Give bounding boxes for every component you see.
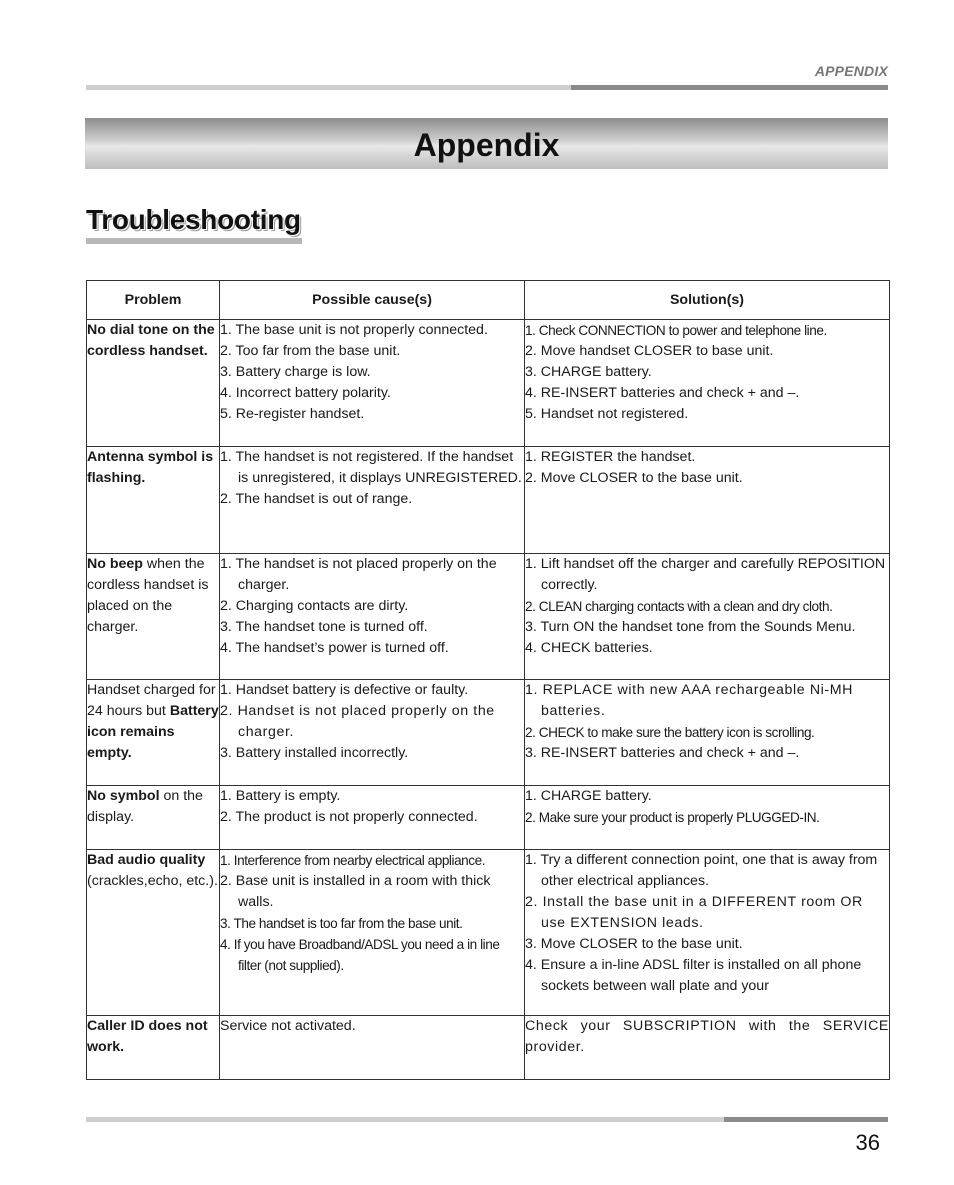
- problem-cell: [87, 680, 220, 786]
- solution-item: 2. Install the base unit in a DIFFERENT room OR use EXTENSION leads.: [525, 894, 863, 931]
- causes-cell: [220, 320, 525, 447]
- problem-cell: [87, 554, 220, 680]
- solution-item: 4. RE-INSERT batteries and check + and –.: [525, 385, 800, 401]
- solution-item: Check your SUBSCRIPTION with the SERVICE provider.: [525, 1018, 889, 1055]
- cause-item: 5. Re-register handset.: [220, 406, 365, 422]
- solution-item: 3. Move CLOSER to the base unit.: [525, 936, 743, 952]
- solutions-cell: [525, 786, 890, 850]
- cause-item: 2. Handset is not placed properly on the charger.: [220, 703, 495, 740]
- problem-description: when the cordless handset is placed on the charger.: [87, 556, 209, 635]
- solution-item: 1. Try a different connection point, one that is away from other electrical appliances.: [525, 852, 878, 889]
- problem-cell: [87, 786, 220, 850]
- table-row: [87, 850, 890, 1016]
- section-title: Troubleshooting: [86, 204, 301, 235]
- bottom-rule: [86, 1117, 888, 1122]
- causes-cell: [220, 447, 525, 554]
- solution-item: 2. Move CLOSER to the base unit.: [525, 470, 743, 486]
- problem-title: No symbol: [87, 788, 160, 804]
- column-header-solutions: Solution(s): [525, 281, 890, 320]
- table-row: [87, 320, 890, 447]
- problem-cell: [87, 850, 220, 1016]
- solution-item: 1. Check CONNECTION to power and telephone line.: [525, 323, 827, 338]
- cause-item: 3. The handset tone is turned off.: [220, 619, 428, 635]
- cause-item: 3. The handset is too far from the base unit.: [220, 916, 463, 931]
- solutions-cell: [525, 850, 890, 1016]
- causes-cell: [220, 786, 525, 850]
- column-header-problem: Problem: [87, 281, 220, 320]
- problem-title: No beep: [87, 556, 143, 572]
- problem-title: No dial tone on the cordless handset.: [87, 322, 215, 359]
- solution-item: 2. Make sure your product is properly PLUGGED-IN.: [525, 810, 820, 825]
- causes-cell: [220, 1016, 525, 1080]
- page-title: Appendix: [413, 127, 560, 163]
- table-row: [87, 447, 890, 554]
- cause-item: 2. The product is not properly connected.: [220, 809, 478, 825]
- cause-item: 4. Incorrect battery polarity.: [220, 385, 391, 401]
- solutions-cell: [525, 680, 890, 786]
- solutions-cell: [525, 554, 890, 680]
- solution-item: 3. RE-INSERT batteries and check + and –.: [525, 745, 800, 761]
- section-underline: [86, 238, 302, 244]
- cause-item: 1. Battery is empty.: [220, 788, 341, 804]
- cause-item: 1. The handset is not placed properly on the charger.: [220, 556, 497, 593]
- solution-item: 3. Turn ON the handset tone from the Sounds Menu.: [525, 619, 856, 635]
- table-row: [87, 554, 890, 680]
- solutions-cell: [525, 320, 890, 447]
- table-row: [87, 1016, 890, 1080]
- cause-item: 2. Too far from the base unit.: [220, 343, 401, 359]
- table-row: [87, 786, 890, 850]
- solution-item: 4. CHECK batteries.: [525, 640, 653, 656]
- solution-item: 5. Handset not registered.: [525, 406, 689, 422]
- page-number: 36: [855, 1130, 880, 1155]
- causes-cell: [220, 680, 525, 786]
- cause-item: 3. Battery charge is low.: [220, 364, 371, 380]
- table-header-row: [87, 281, 890, 320]
- problem-cell: [87, 1016, 220, 1080]
- solutions-cell: [525, 447, 890, 554]
- running-head: APPENDIX: [814, 63, 888, 79]
- solution-item: 2. Move handset CLOSER to base unit.: [525, 343, 774, 359]
- column-header-causes: Possible cause(s): [220, 281, 525, 320]
- cause-item: 4. The handset’s power is turned off.: [220, 640, 449, 656]
- cause-item: 2. Charging contacts are dirty.: [220, 598, 409, 614]
- top-rule: [86, 85, 888, 90]
- problem-cell: [87, 447, 220, 554]
- solution-item: 4. Ensure a in-line ADSL filter is installed on all phone sockets between wall plate and your: [525, 957, 862, 994]
- cause-item: 2. The handset is out of range.: [220, 491, 413, 507]
- table-row: [87, 680, 890, 786]
- solution-item: 1. CHARGE battery.: [525, 788, 652, 804]
- solution-item: 1. Lift handset off the charger and carefully REPOSITION correctly.: [525, 556, 886, 593]
- cause-item: Service not activated.: [220, 1018, 356, 1034]
- solution-item: 1. REGISTER the handset.: [525, 449, 696, 465]
- troubleshooting-table: [86, 280, 890, 1080]
- solution-item: 1. REPLACE with new AAA rechargeable Ni-MH batteries.: [525, 682, 853, 719]
- solution-item: 3. CHARGE battery.: [525, 364, 652, 380]
- problem-description: on the display.: [87, 788, 203, 825]
- solutions-cell: [525, 1016, 890, 1080]
- problem-description: Handset charged for 24 hours but: [87, 682, 216, 719]
- problem-description: (crackles,echo, etc.).: [87, 873, 218, 889]
- cause-item: 1. Interference from nearby electrical appliance.: [220, 853, 486, 868]
- title-bar: [85, 118, 888, 169]
- cause-item: 1. The handset is not registered. If the handset is unregistered, it displays UNREGISTERED.: [220, 449, 522, 486]
- cause-item: 3. Battery installed incorrectly.: [220, 745, 409, 761]
- cause-item: 2. Base unit is installed in a room with thick walls.: [220, 873, 491, 910]
- causes-cell: [220, 554, 525, 680]
- solution-item: 2. CHECK to make sure the battery icon is scrolling.: [525, 725, 815, 740]
- cause-item: 1. The base unit is not properly connected.: [220, 322, 488, 338]
- problem-title: Bad audio quality: [87, 852, 206, 868]
- cause-item: 4. If you have Broadband/ADSL you need a in line filter (not supplied).: [220, 937, 500, 973]
- problem-title: Antenna symbol is flashing.: [87, 449, 214, 486]
- cause-item: 1. Handset battery is defective or faulty.: [220, 682, 469, 698]
- problem-title: Caller ID does not work.: [87, 1018, 208, 1055]
- solution-item: 2. CLEAN charging contacts with a clean and dry cloth.: [525, 599, 833, 614]
- causes-cell: [220, 850, 525, 1016]
- problem-title: Battery icon remains empty.: [87, 703, 219, 761]
- problem-cell: [87, 320, 220, 447]
